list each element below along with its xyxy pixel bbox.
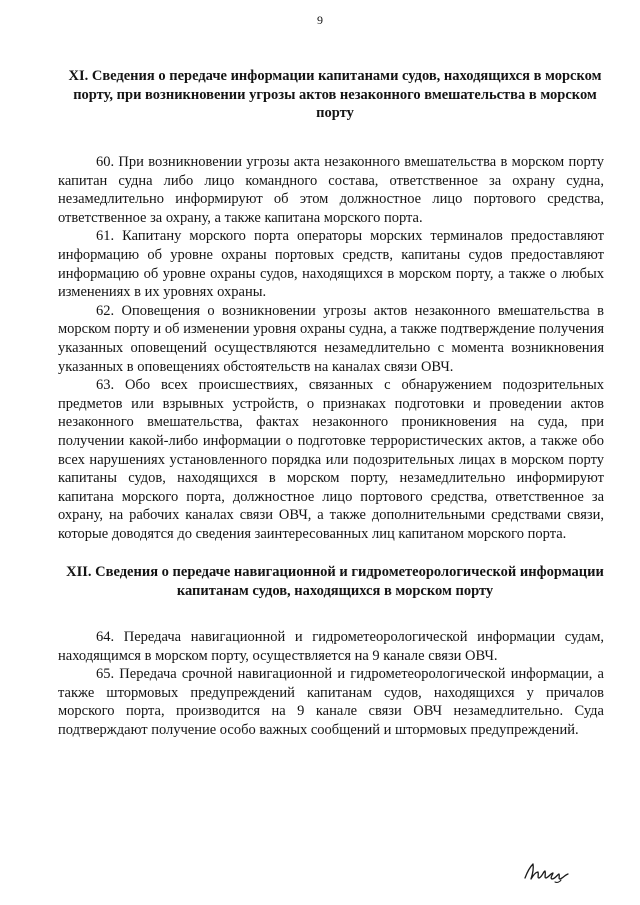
paragraph-64: 64. Передача навигационной и гидрометеорологической информации судам, находящимся в морском порту, осуществляется на 9 канале связи ОВЧ. — [58, 629, 604, 664]
section-11-body — [58, 153, 604, 543]
paragraph-60: 60. При возникновении угрозы акта незаконного вмешательства в морском порту капитан судна либо лицо командного состава, ответственное за охрану судна, незамедлительно информируют об этом должностное лицо портового средства, ответственное за охрану, а также капитана морского порта. — [58, 154, 604, 226]
paragraph-63: 63. Обо всех происшествиях, связанных с обнаружением подозрительных предметов или взрывных устройств, о признаках подготовки и проведении актов незаконного вмешательства, фактах незаконного проникновения на суда, при получении какой-либо информации о подготовке террористических актов, а также обо всех нарушениях установленного порядка или подозрительных лицах в морском порту капитаны судов, находящихся в морском порту, незамедлительно информируют капитана морского порта, должностное лицо портового средства, ответственное за охрану, на рабочих каналах связи ОВЧ, а также дополнительными средствами связи, которые доводятся до сведения заинтересованных лиц капитаном морского порта. — [58, 377, 604, 542]
section-11-title: XI. Сведения о передаче информации капитанами судов, находящихся в морском порту, при возникновении угрозы актов незаконного вмешательства в морском порту — [68, 68, 602, 121]
page-number: 9 — [317, 13, 323, 27]
paragraph-65: 65. Передача срочной навигационной и гидрометеорологической информации, а также штормовых предупреждений капитанам судов, находящихся у причалов морского порта, производится на 9 канале связи ОВЧ незамедлительно. Суда подтверждают получение особо важных сообщений и штормовых предупреждений. — [58, 666, 604, 738]
signature-initials — [522, 858, 572, 884]
section-12-title: XII. Сведения о передаче навигационной и гидрометеорологической информации капитанам судов, находящихся в морском порту — [66, 564, 604, 599]
paragraph-62: 62. Оповещения о возникновении угрозы актов незаконного вмешательства в морском порту и об изменении уровня охраны судна, а также подтверждение получения указанных оповещений осуществляются незамедлительно с момента возникновения указанных в оповещениях обстоятельств на каналах связи ОВЧ. — [58, 302, 604, 375]
paragraph-61: 61. Капитану морского порта операторы морских терминалов предоставляют информацию об уровне охраны портовых средств, капитаны судов предоставляют информацию об уровне охраны судов, находящихся в морском порту, а также о любых изменениях в их уровнях охраны. — [58, 228, 604, 301]
section-12-body — [58, 628, 604, 740]
